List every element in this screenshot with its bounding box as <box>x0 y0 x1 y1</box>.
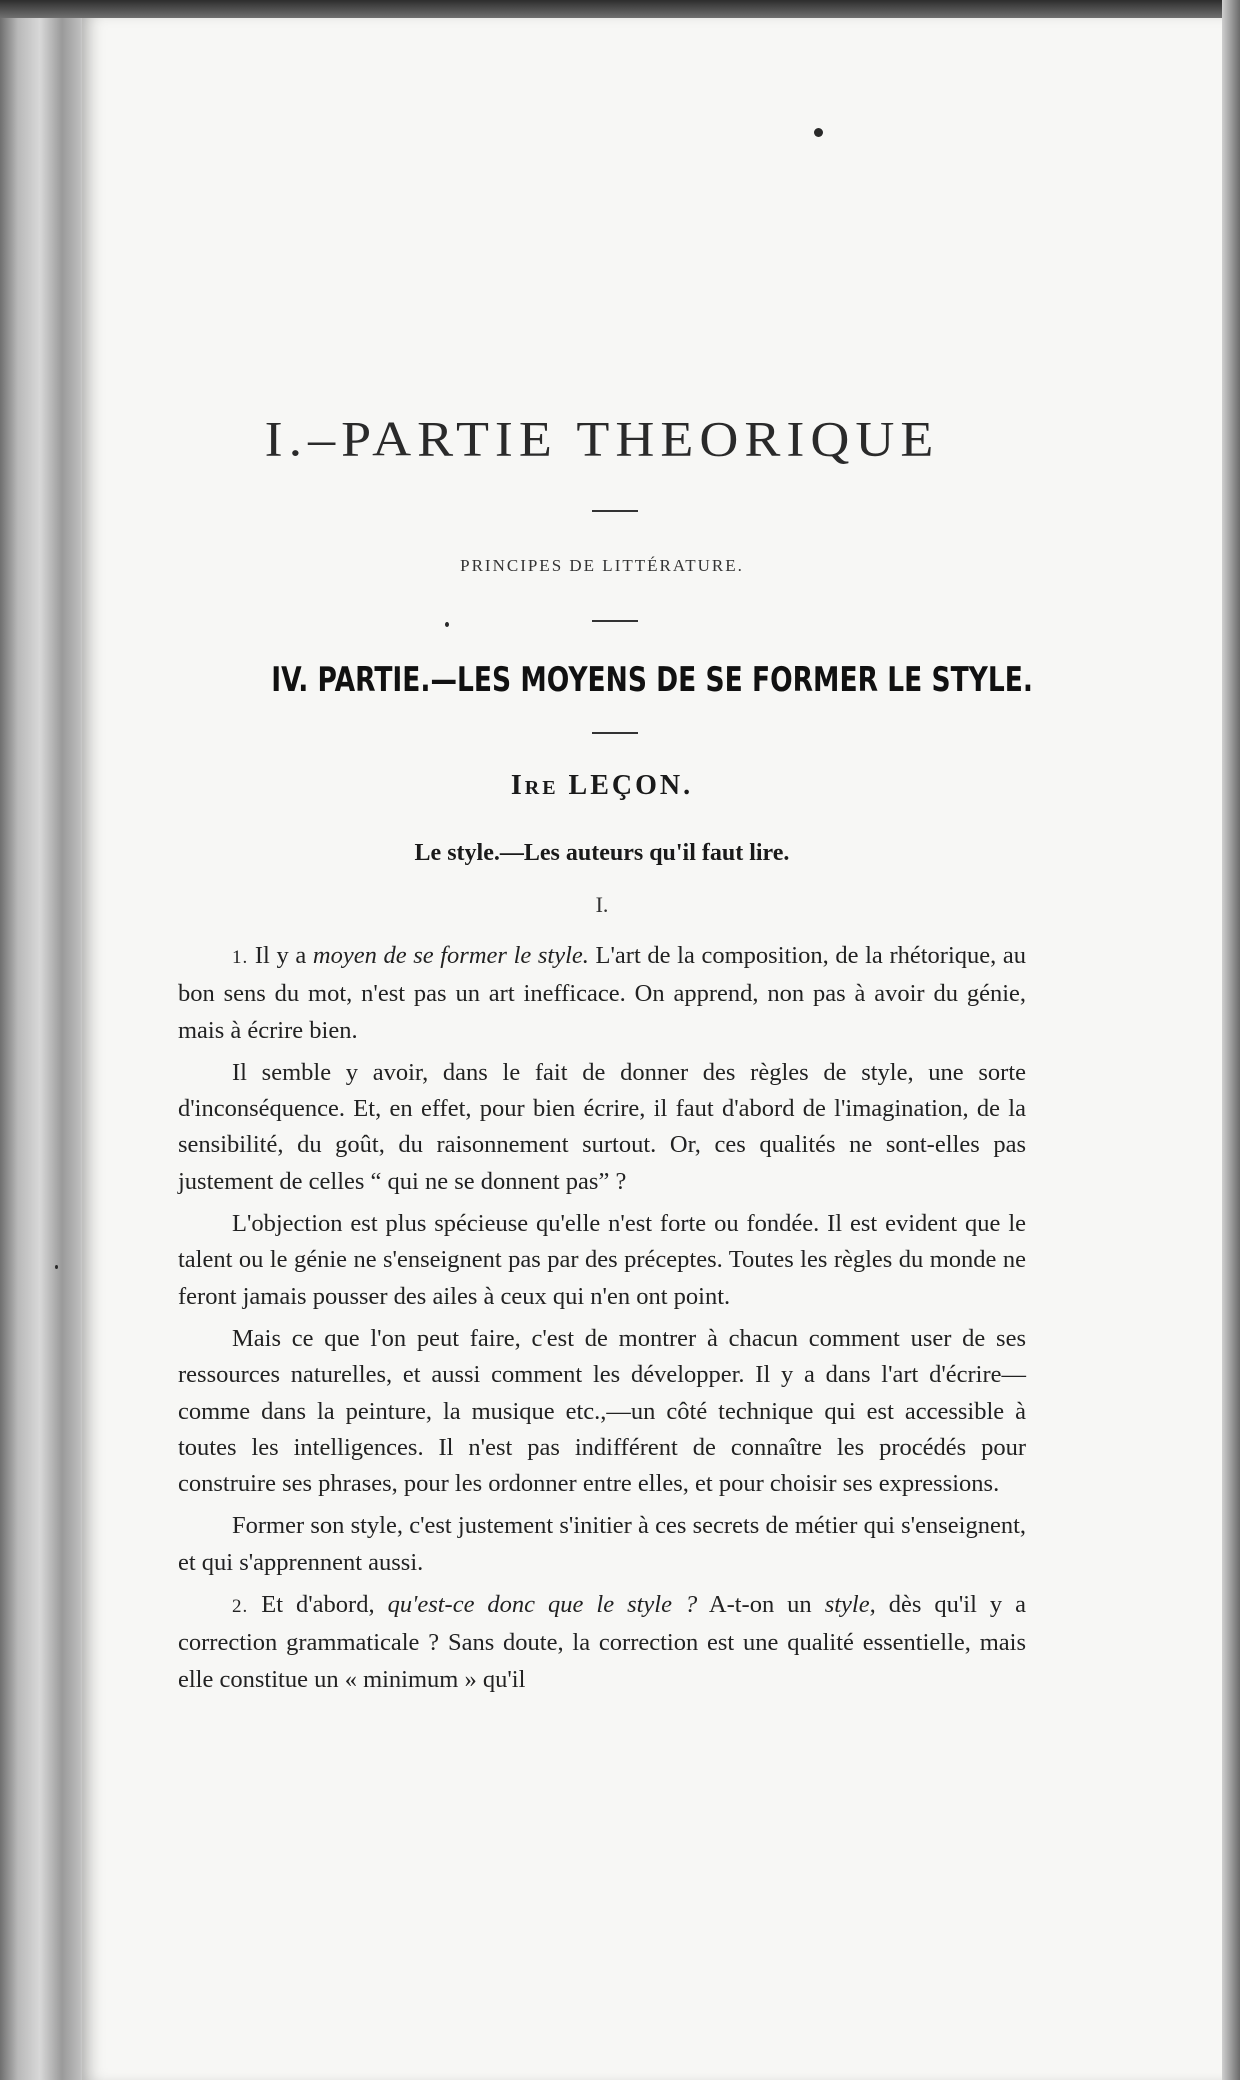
subtitle: PRINCIPES DE LITTÉRATURE. <box>460 556 744 575</box>
paragraph-5: Former son style, c'est justement s'initier à ces secrets de métier qui s'enseignent, et qui s'apprennent aussi. <box>178 1512 1026 1576</box>
scan-right-edge <box>1222 0 1240 2080</box>
ink-speck <box>55 1265 58 1269</box>
lesson-subtitle: Le style.—Les auteurs qu'il faut lire. <box>414 840 790 866</box>
section-title: IV. PARTIE.—LES MOYENS DE SE FORMER LE STYLE. <box>271 660 1033 700</box>
text-run: Et d'abord, <box>248 1591 388 1619</box>
paragraph-2: Il semble y avoir, dans le fait de donner des règles de style, une sorte d'inconséquence. Et, en effet, pour bien écrire, il faut d'abord de l'imagination, de la sensibilité, du goût, du raisonnement surtout. Or, ces qualités ne sont-elles pas justement de celles “ qui ne se donnent pas” ? <box>178 1058 1026 1195</box>
ink-speck <box>445 622 449 627</box>
part-title: I.–PARTIE THEORIQUE <box>264 411 940 467</box>
italic-phrase: moyen de se former le style. <box>312 942 589 969</box>
paragraph-1 <box>178 938 1026 1049</box>
paragraph-3: L'objection est plus spécieuse qu'elle n'est forte ou fondée. Il est evident que le talent ou le génie ne s'enseignent pas par des préceptes. Toutes les règles du monde ne feront jamais pousser des ailes à ceux qui n'en ont point. <box>178 1210 1026 1310</box>
body-text <box>178 938 1026 1702</box>
text-run: A-t-on un <box>697 1591 825 1619</box>
italic-phrase: style, <box>824 1591 876 1619</box>
ink-speck <box>814 128 823 137</box>
paragraph-6 <box>178 1587 1026 1698</box>
lesson-title: Ire LEÇON. <box>510 770 694 801</box>
scan-top-edge <box>0 0 1240 18</box>
section-divider <box>592 732 638 734</box>
italic-phrase: qu'est-ce donc que le style ? <box>387 1591 698 1619</box>
paragraph-number: 1. <box>232 947 249 968</box>
paragraph-4: Mais ce que l'on peut faire, c'est de montrer à chacun comment user de ses ressources naturelles, et aussi comment les développer. Il y a dans l'art d'écrire—comme dans la peinture, la musique etc.,—un côté technique qui est accessible à toutes les intelligences. Il n'est pas indifférent de connaître les procédés pour construire ses phrases, pour les ordonner entre elles, et pour choisir ses expressions. <box>178 1324 1026 1498</box>
section-number: I. <box>595 892 609 917</box>
subtitle-divider <box>592 620 638 622</box>
text-run: dès qu'il y a correction grammaticale ? Sans doute, la correction est une qualité essentielle, mais elle constitue un « minimum » qu'il <box>178 1591 1026 1693</box>
text-run: Il y a <box>248 942 313 969</box>
paragraph-number: 2. <box>232 1596 249 1618</box>
title-divider <box>592 510 638 512</box>
text-run: L'art de la composition, de la rhétorique, au bon sens du mot, n'est pas un art inefficace. On apprend, non pas à avoir du génie, mais à écrire bien. <box>178 942 1027 1044</box>
